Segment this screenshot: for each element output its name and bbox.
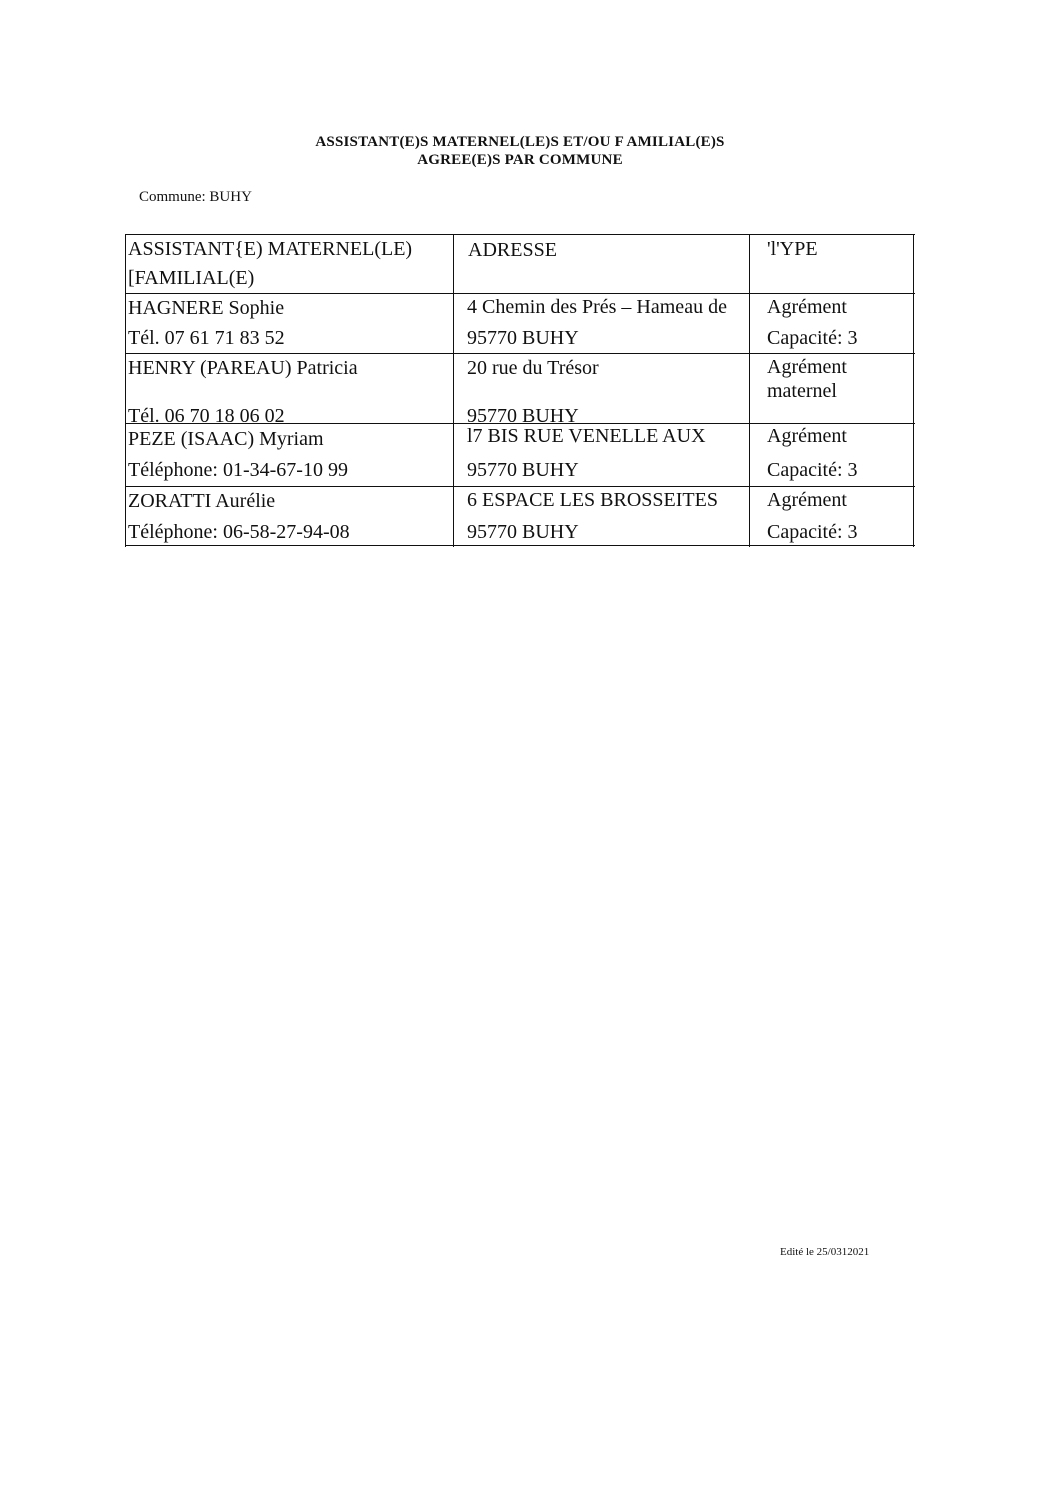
row-2-phone-clip [128, 402, 450, 422]
row-4-address-line-1: 6 ESPACE LES BROSSEITES [467, 489, 718, 511]
row-4-type-line-1: Agrément [767, 489, 847, 511]
row-4-name: ZORATTI Aurélie [128, 490, 276, 512]
row-2-type-line-2: maternel [767, 380, 837, 402]
page-title [0, 133, 1040, 169]
header-address: ADRESSE [468, 239, 557, 261]
header-type: 'l'YPE [767, 238, 818, 260]
row-divider-header [125, 293, 915, 294]
row-2-address-line-1: 20 rue du Trésor [467, 357, 599, 379]
row-2-name: HENRY (PAREAU) Patricia [128, 357, 358, 379]
row-3-address-line-1: l7 BIS RUE VENELLE AUX [467, 425, 706, 447]
row-3-phone: Téléphone: 01-34-67-10 99 [128, 459, 348, 481]
table-border-right [913, 234, 914, 547]
row-divider-3 [125, 486, 915, 487]
row-3-type-line-1: Agrément [767, 425, 847, 447]
row-3-address-line-2: 95770 BUHY [467, 459, 579, 481]
row-1-address-line-2: 95770 BUHY [467, 327, 579, 349]
page-title-line-1: ASSISTANT(E)S MATERNEL(LE)S ET/OU F AMILIAL(E)S [315, 134, 725, 150]
table-border-left [125, 234, 126, 547]
childminder-table [125, 234, 915, 547]
column-divider-1 [453, 234, 454, 547]
row-4-phone: Téléphone: 06-58-27-94-08 [128, 521, 350, 543]
row-3-name: PEZE (ISAAC) Myriam [128, 428, 324, 450]
row-divider-1 [125, 353, 915, 354]
row-1-type-line-2: Capacité: 3 [767, 327, 858, 349]
row-3-type-line-2: Capacité: 3 [767, 459, 858, 481]
row-2-address-clip [467, 402, 747, 422]
row-4-address-line-2: 95770 BUHY [467, 521, 579, 543]
edit-date: Edité le 25/0312021 [780, 1246, 870, 1258]
header-assistant-line-1: ASSISTANT{E) MATERNEL(LE) [128, 238, 413, 260]
row-2-address-line-2: 95770 BUHY [467, 405, 579, 422]
table-border-top [125, 234, 915, 235]
commune-label: Commune: BUHY [139, 189, 252, 205]
row-1-type-line-1: Agrément [767, 296, 847, 318]
page-title-line-2: AGREE(E)S PAR COMMUNE [417, 152, 623, 168]
row-1-address-line-1: 4 Chemin des Prés – Hameau de [467, 296, 727, 318]
row-1-name: HAGNERE Sophie [128, 297, 285, 319]
header-assistant-line-2: [FAMILIAL(E) [128, 267, 255, 289]
row-4-type-line-2: Capacité: 3 [767, 521, 858, 543]
table-border-bottom [125, 545, 915, 546]
row-2-phone: Tél. 06 70 18 06 02 [128, 405, 285, 422]
column-divider-2 [749, 234, 750, 547]
row-2-type-line-1: Agrément [767, 356, 847, 378]
row-1-phone: Tél. 07 61 71 83 52 [128, 327, 285, 349]
